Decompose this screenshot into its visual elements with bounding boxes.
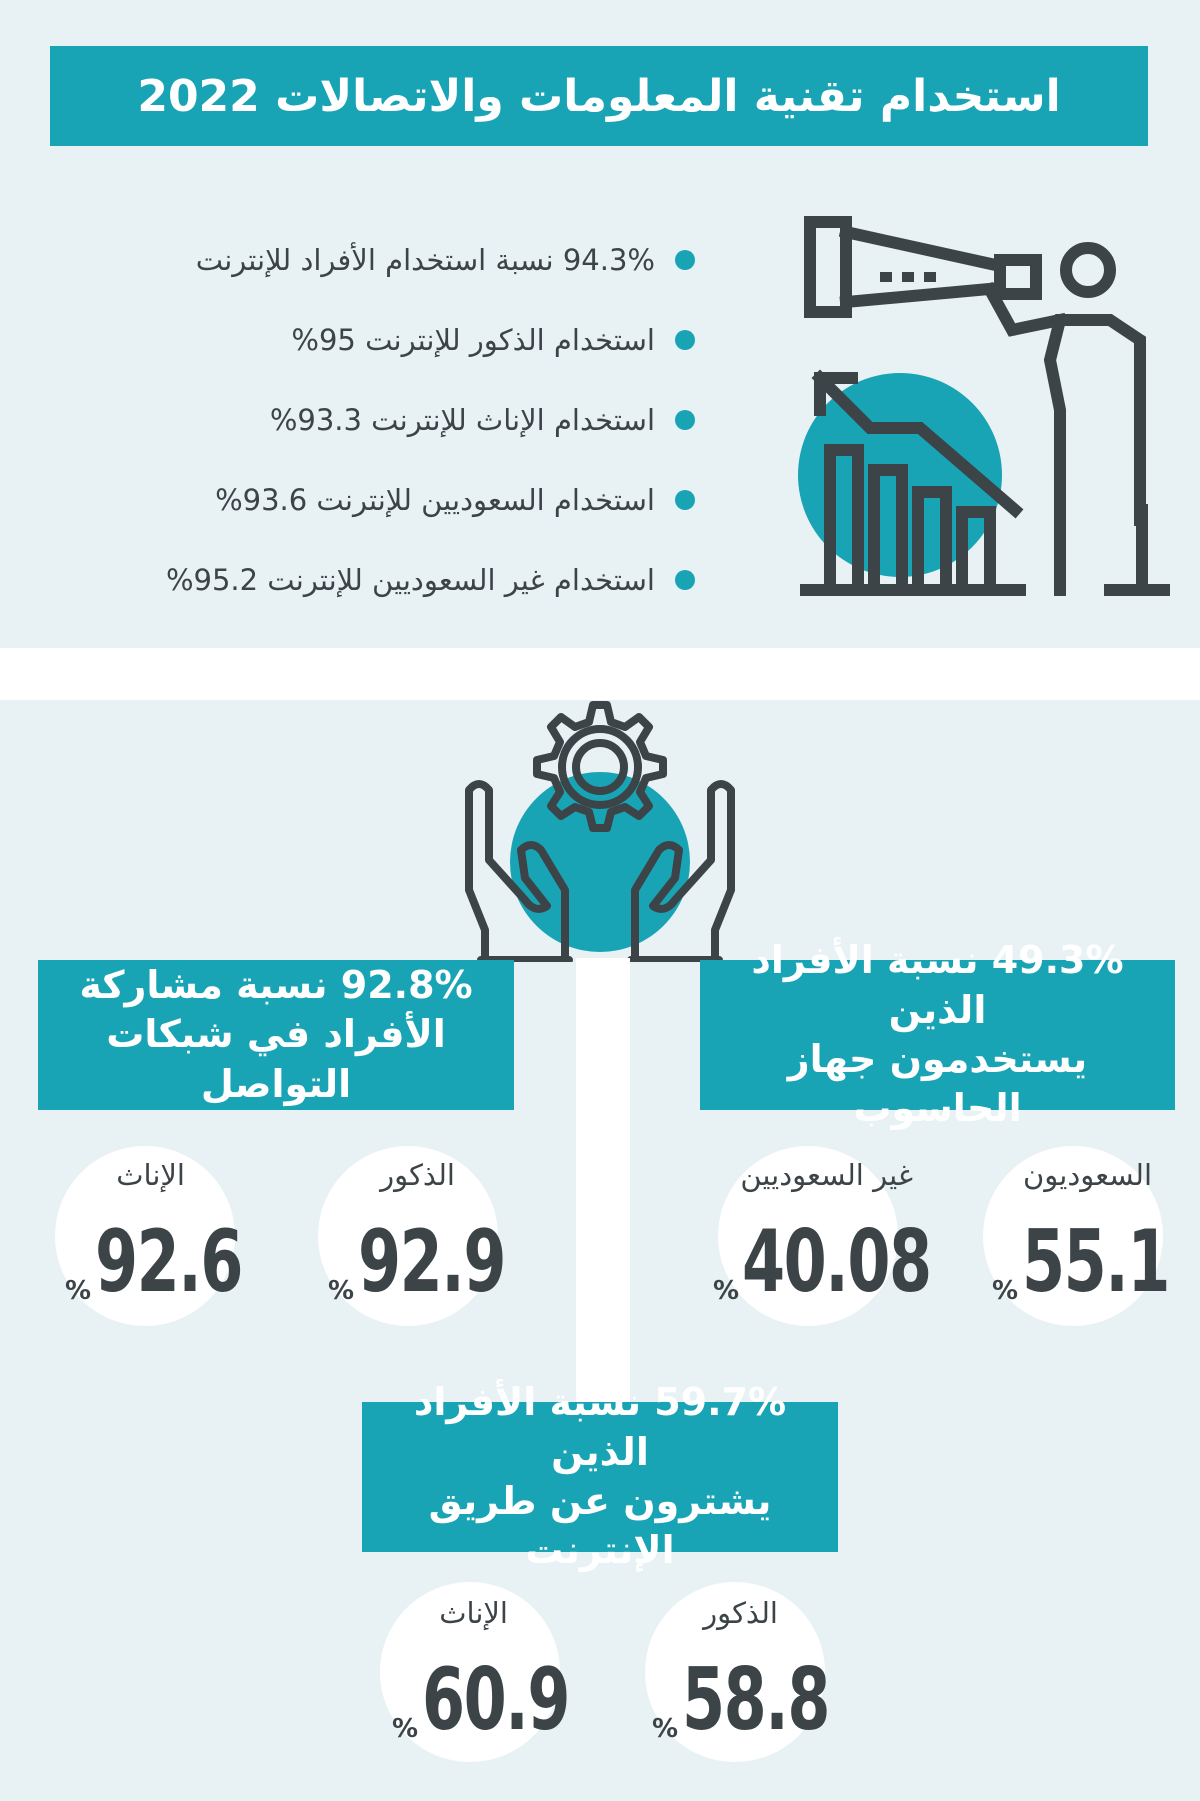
page-title-text: استخدام تقنية المعلومات والاتصالات 2022 — [137, 70, 1061, 122]
list-item — [55, 540, 695, 620]
stat-unit: % — [992, 1276, 1019, 1306]
list-item-text: استخدام الذكور للإنترنت 95% — [291, 323, 655, 357]
bullet-dot — [675, 330, 695, 350]
list-item — [55, 460, 695, 540]
page-title — [50, 46, 1148, 146]
list-item — [55, 380, 695, 460]
stat-unit: % — [652, 1714, 679, 1744]
connector-stem — [576, 958, 630, 1406]
stat-value: 92.9 — [358, 1212, 506, 1312]
stat-label: الذكور — [380, 1158, 455, 1192]
social-networks-heading — [38, 960, 514, 1110]
stat-value: 60.9 — [422, 1650, 570, 1750]
stat-label: السعوديون — [1023, 1158, 1152, 1192]
heading-line: الأفراد في شبكات التواصل — [106, 1012, 446, 1106]
heading-line: 59.7% نسبة الأفراد الذين — [413, 1380, 787, 1474]
heading-line: يستخدمون جهاز الحاسوب — [787, 1037, 1088, 1131]
stat-label: الذكور — [703, 1596, 778, 1630]
bullet-dot — [675, 570, 695, 590]
bullet-dot — [675, 490, 695, 510]
heading-line: يشترون عن طريق الإنترنت — [428, 1479, 772, 1573]
section-divider — [0, 648, 1200, 700]
list-item — [55, 220, 695, 300]
online-shopping-heading — [362, 1380, 838, 1573]
stat-label: الإناث — [439, 1596, 508, 1630]
list-item-text: 94.3% نسبة استخدام الأفراد للإنترنت — [195, 243, 655, 277]
heading-line: 92.8% نسبة مشاركة — [79, 962, 473, 1007]
list-item-text: استخدام السعوديين للإنترنت 93.6% — [215, 483, 655, 517]
stat-label: الإناث — [116, 1158, 185, 1192]
stat-unit: % — [65, 1276, 92, 1306]
telescope-chart-person-icon — [760, 210, 1170, 600]
stat-unit: % — [328, 1276, 355, 1306]
list-item — [55, 300, 695, 380]
stat-unit: % — [392, 1714, 419, 1744]
stat-value: 92.6 — [95, 1212, 243, 1312]
bullet-dot — [675, 250, 695, 270]
stat-value: 40.08 — [742, 1212, 931, 1312]
stat-value: 55.1 — [1022, 1212, 1170, 1312]
stat-unit: % — [713, 1276, 740, 1306]
heading-line: 49.3% نسبة الأفراد الذين — [751, 938, 1124, 1032]
hands-gear-icon — [465, 700, 735, 962]
bullet-dot — [675, 410, 695, 430]
stat-label: غير السعوديين — [740, 1158, 913, 1192]
stat-value: 58.8 — [682, 1650, 830, 1750]
computer-usage-heading — [700, 938, 1175, 1131]
list-item-text: استخدام غير السعوديين للإنترنت 95.2% — [165, 563, 655, 597]
list-item-text: استخدام الإناث للإنترنت 93.3% — [269, 403, 655, 437]
internet-usage-list — [55, 220, 695, 620]
